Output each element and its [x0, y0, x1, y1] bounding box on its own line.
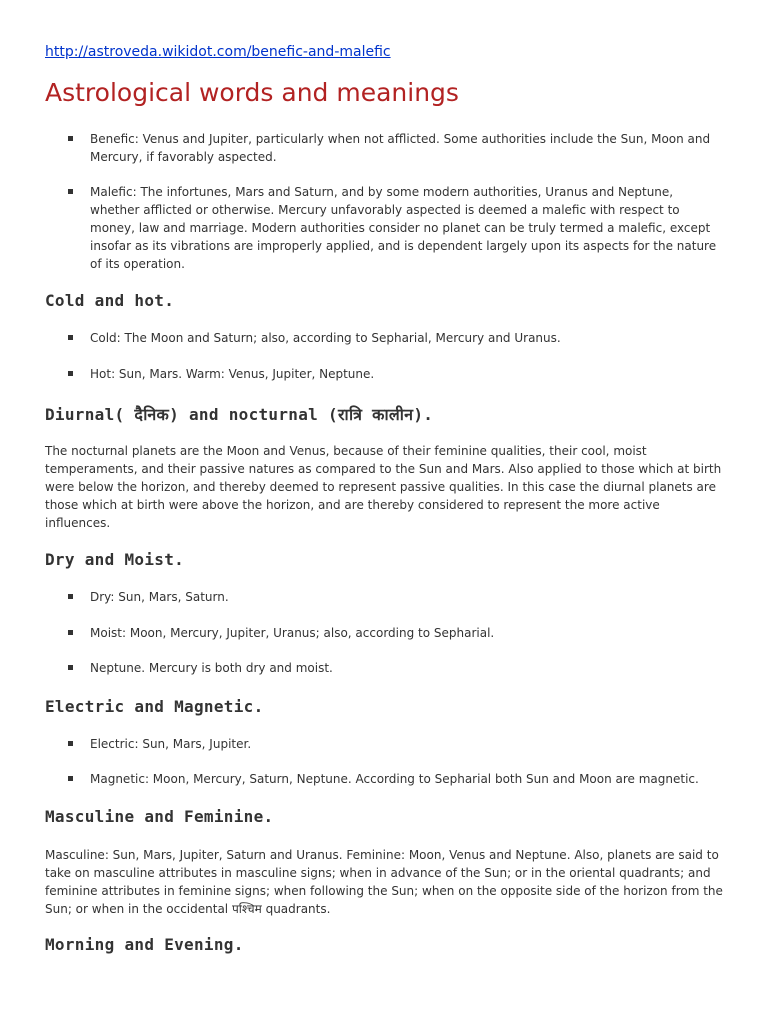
bullet-icon [68, 594, 73, 599]
list-item-neptune: Neptune. Mercury is both dry and moist. [90, 661, 333, 675]
list-item-cold: Cold: The Moon and Saturn; also, according to Sepharial, Mercury and Uranus. [90, 331, 561, 345]
bullet-icon [68, 665, 73, 670]
paragraph-masculine: Masculine: Sun, Mars, Jupiter, Saturn and Uranus. Feminine: Moon, Venus and Neptune. Also, planets are said to take on masculine attributes in masculine signs; when in advance of the Sun; or in the oriental quadrants; and feminine attributes in feminine signs; when following the Sun; when on the opposite side of the horizon from the Sun; or when in the occidental पश्चिम quadrants. [45, 848, 723, 916]
section-heading-diurnal: Diurnal( दैनिक) and nocturnal (रात्रि कालीन). [45, 405, 434, 424]
bullet-icon [68, 189, 73, 194]
list-item-hot: Hot: Sun, Mars. Warm: Venus, Jupiter, Neptune. [90, 367, 375, 381]
list-item-malefic: Malefic: The infortunes, Mars and Saturn, and by some modern authorities, Uranus and Neptune, whether afflicted or otherwise. Mercury unfavorably aspected is deemed a malefic with respect to money, law and marriage. Modern authorities consider no planet can be truly termed a malefic, except insofar as its vibrations are improperly applied, and is dependent largely upon its aspects for the nature of its operation. [90, 185, 717, 271]
bullet-icon [68, 335, 73, 340]
paragraph-diurnal: The nocturnal planets are the Moon and Venus, because of their feminine qualities, their cool, moist temperaments, and their passive natures as compared to the Sun and Mars. Also applied to those which at birth were below the horizon, and thereby deemed to represent passive qualities. In this case the diurnal planets are those which at birth were above the horizon, and are thereby considered to represent the more active influences. [45, 444, 722, 530]
bullet-icon [68, 630, 73, 635]
bullet-icon [68, 136, 73, 141]
bullet-icon [68, 371, 73, 376]
list-item-benefic: Benefic: Venus and Jupiter, particularly when not afflicted. Some authorities include the Sun, Moon and Mercury, if favorably aspected. [90, 132, 711, 164]
bullet-icon [68, 776, 73, 781]
source-link[interactable]: http://astroveda.wikidot.com/benefic-and-malefic [45, 44, 391, 60]
list-item-electric: Electric: Sun, Mars, Jupiter. [90, 737, 252, 751]
list-item-magnetic: Magnetic: Moon, Mercury, Saturn, Neptune. According to Sepharial both Sun and Moon are magnetic. [90, 772, 699, 786]
bullet-icon [68, 741, 73, 746]
section-heading-electric: Electric and Magnetic. [45, 697, 264, 716]
section-heading-masculine: Masculine and Feminine. [45, 807, 274, 826]
page-title: Astrological words and meanings [45, 78, 459, 107]
list-item-moist: Moist: Moon, Mercury, Jupiter, Uranus; also, according to Sepharial. [90, 626, 495, 640]
section-heading-dry-moist: Dry and Moist. [45, 550, 185, 569]
section-heading-morning: Morning and Evening. [45, 935, 244, 954]
list-item-dry: Dry: Sun, Mars, Saturn. [90, 590, 229, 604]
section-heading-cold-hot: Cold and hot. [45, 291, 175, 310]
